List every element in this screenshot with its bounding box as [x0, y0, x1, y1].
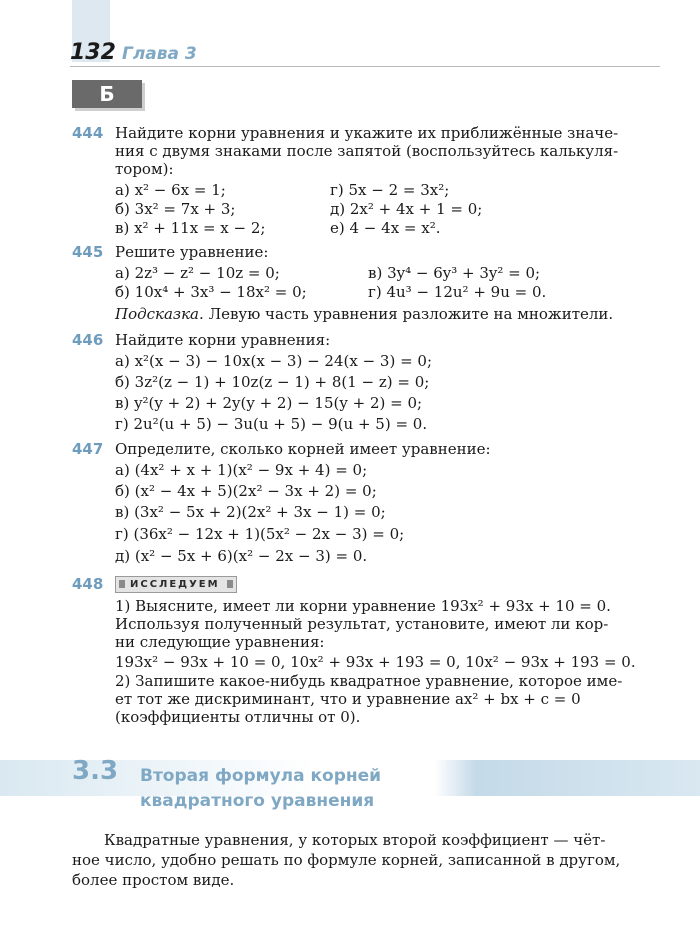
equation-item: а) (4x² + x + 1)(x² − 9x + 4) = 0; — [115, 461, 368, 479]
problem-text: Найдите корни уравнения: — [115, 331, 331, 349]
equation-item: в) x² + 11x = x − 2; — [115, 219, 266, 237]
hint-label: Подсказка. — [115, 305, 204, 323]
problem-text: Определите, сколько корней имеет уравнение: — [115, 440, 491, 458]
problem-text: ния с двумя знаками после запятой (воспользуйтесь калькуля- — [115, 142, 619, 160]
problem-text: ни следующие уравнения: — [115, 633, 325, 651]
section-title-line: Вторая формула корней — [140, 766, 382, 786]
equation-item: г) 5x − 2 = 3x²; — [330, 181, 450, 199]
problem-number: 447 — [72, 440, 104, 458]
equation-item: б) 3x² = 7x + 3; — [115, 200, 236, 218]
equation-item: в) (3x² − 5x + 2)(2x² + 3x − 1) = 0; — [115, 503, 386, 521]
header-divider — [70, 66, 660, 67]
problem-number: 445 — [72, 243, 104, 261]
equation-item: д) (x² − 5x + 6)(x² − 2x − 3) = 0. — [115, 547, 368, 565]
chapter-title: Глава 3 — [122, 44, 197, 64]
problem-text: Найдите корни уравнения и укажите их приближённые значе- — [115, 124, 619, 142]
equation-item: в) y²(y + 2) + 2y(y + 2) − 15(y + 2) = 0; — [115, 394, 423, 412]
equation-item: е) 4 − 4x = x². — [330, 219, 441, 237]
paragraph-line: ное число, удобно решать по формуле корней, записанной в другом, — [72, 851, 621, 869]
equation-item: а) x²(x − 3) − 10x(x − 3) − 24(x − 3) = 0; — [115, 352, 433, 370]
equation-item: г) (36x² − 12x + 1)(5x² − 2x − 3) = 0; — [115, 525, 405, 543]
problem-number: 446 — [72, 331, 104, 349]
equation-item: г) 4u³ − 12u² + 9u = 0. — [368, 283, 547, 301]
problem-number: 444 — [72, 124, 104, 142]
page-number: 132 — [70, 40, 116, 65]
problem-number: 448 — [72, 575, 104, 593]
equation-item: а) x² − 6x = 1; — [115, 181, 226, 199]
section-intro-paragraph — [72, 830, 662, 890]
difficulty-level-letter: Б — [99, 82, 115, 106]
difficulty-level-marker — [72, 80, 142, 108]
hint — [115, 305, 613, 323]
problem-text: Решите уравнение: — [115, 243, 269, 261]
section-number: 3.3 — [72, 756, 119, 786]
equation-item: б) 3z²(z − 1) + 10z(z − 1) + 8(1 − z) = 0; — [115, 373, 430, 391]
equation-item: б) 10x⁴ + 3x³ − 18x² = 0; — [115, 283, 307, 301]
equation-item: г) 2u²(u + 5) − 3u(u + 5) − 9(u + 5) = 0. — [115, 415, 428, 433]
paragraph-line: Квадратные уравнения, у которых второй коэффициент — чёт- — [104, 831, 606, 849]
problem-text: Используя полученный результат, установите, имеют ли кор- — [115, 615, 609, 633]
problem-text: 2) Запишите какое-нибудь квадратное уравнение, которое име- — [115, 672, 623, 690]
equation-list: 193x² − 93x + 10 = 0, 10x² + 93x + 193 = 0, 10x² − 93x + 193 = 0. — [115, 653, 636, 671]
problem-text: тором): — [115, 160, 174, 178]
section-title — [140, 764, 381, 814]
equation-item: д) 2x² + 4x + 1 = 0; — [330, 200, 483, 218]
equation-item: в) 3y⁴ − 6y³ + 3y² = 0; — [368, 264, 541, 282]
equation-item: а) 2z³ − z² − 10z = 0; — [115, 264, 280, 282]
equation-item: б) (x² − 4x + 5)(2x² − 3x + 2) = 0; — [115, 482, 377, 500]
section-title-line: квадратного уравнения — [140, 791, 375, 811]
problem-text: ет тот же дискриминант, что и уравнение ax² + bx + c = 0 — [115, 690, 581, 708]
problem-text: (коэффициенты отличны от 0). — [115, 708, 361, 726]
paragraph-line: более простом виде. — [72, 871, 235, 889]
research-badge: ИССЛЕДУЕМ — [115, 576, 237, 593]
problem-text: 1) Выясните, имеет ли корни уравнение 193x² + 93x + 10 = 0. — [115, 597, 611, 615]
hint-text: Левую часть уравнения разложите на множители. — [208, 305, 614, 323]
